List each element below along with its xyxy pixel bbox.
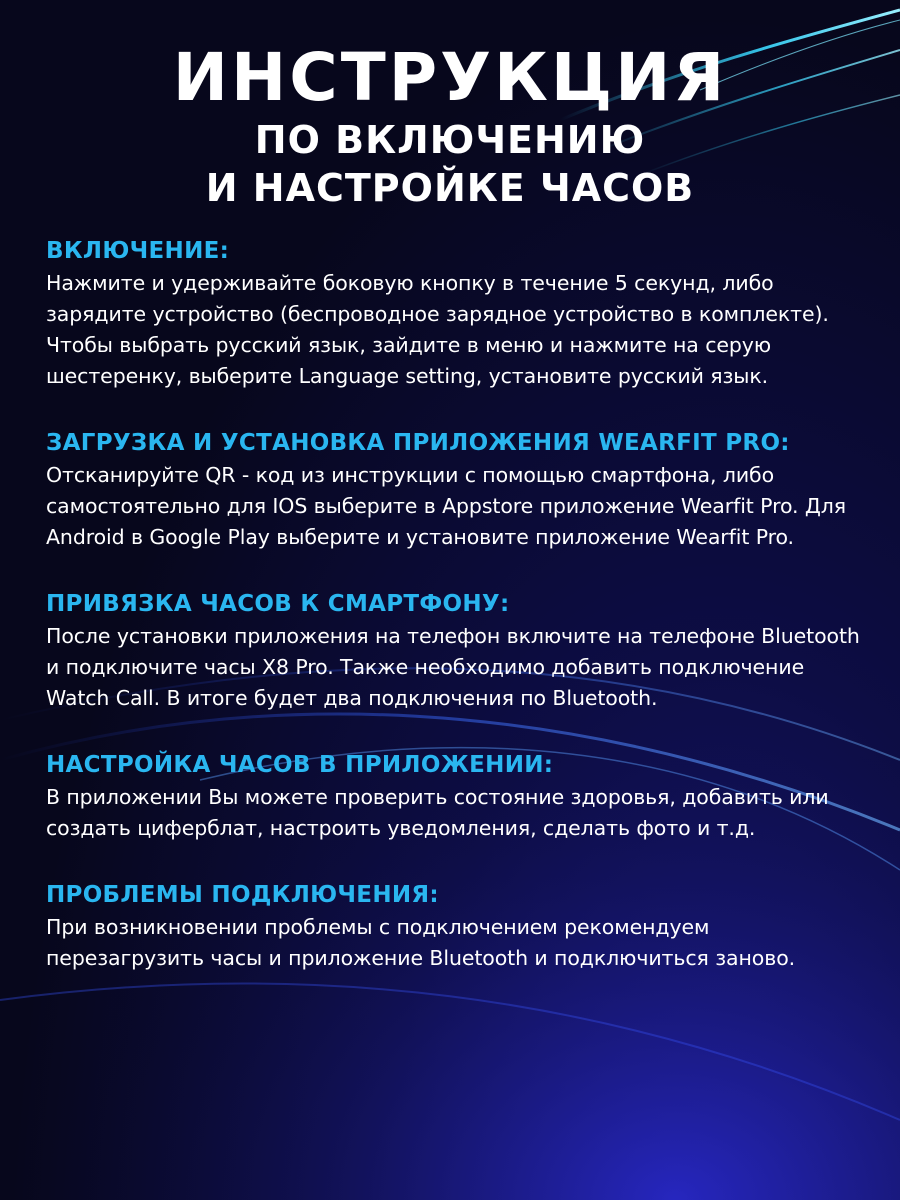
page-subtitle-line-1: ПО ВКЛЮЧЕНИЮ (254, 118, 646, 162)
section-heading: ПРОБЛЕМЫ ПОДКЛЮЧЕНИЯ: (46, 882, 439, 908)
section-heading: ВКЛЮЧЕНИЕ: (46, 238, 230, 264)
section-connection-problems (46, 878, 866, 974)
section-body: Отсканируйте QR - код из инструкции с помощью смартфона, либо самостоятельно для IOS выберите в Appstore приложение Wearfit Pro. Для Android в Google Play выберите и установите приложение Wearfit Pro. (46, 463, 847, 549)
page-subtitle-line-2: И НАСТРОЙКЕ ЧАСОВ (205, 166, 695, 210)
section-body: После установки приложения на телефон включите на телефоне Bluetooth и подключите часы X8 Pro. Также необходимо добавить подключение Watch Call. В итоге будет два подключения по Bluetooth. (46, 624, 860, 710)
section-heading: ЗАГРУЗКА И УСТАНОВКА ПРИЛОЖЕНИЯ WEARFIT PRO: (46, 430, 790, 456)
section-power-on (46, 234, 866, 392)
page-title: ИНСТРУКЦИЯ (172, 39, 728, 116)
section-body: При возникновении проблемы с подключением рекомендуем перезагрузить часы и приложение Bluetooth и подключиться заново. (46, 915, 796, 970)
title-block (0, 40, 900, 212)
section-app-settings (46, 748, 866, 844)
instruction-sections (46, 234, 866, 1008)
section-heading: НАСТРОЙКА ЧАСОВ В ПРИЛОЖЕНИИ: (46, 752, 554, 778)
section-heading: ПРИВЯЗКА ЧАСОВ К СМАРТФОНУ: (46, 591, 510, 617)
section-app-install (46, 426, 866, 553)
section-body: Нажмите и удерживайте боковую кнопку в течение 5 секунд, либо зарядите устройство (беспроводное зарядное устройство в комплекте). Чтобы выбрать русский язык, зайдите в меню и нажмите на серую шестеренку, выберите Language setting, установите русский язык. (46, 271, 829, 388)
section-pairing (46, 587, 866, 714)
section-body: В приложении Вы можете проверить состояние здоровья, добавить или создать циферблат, настроить уведомления, сделать фото и т.д. (46, 785, 829, 840)
